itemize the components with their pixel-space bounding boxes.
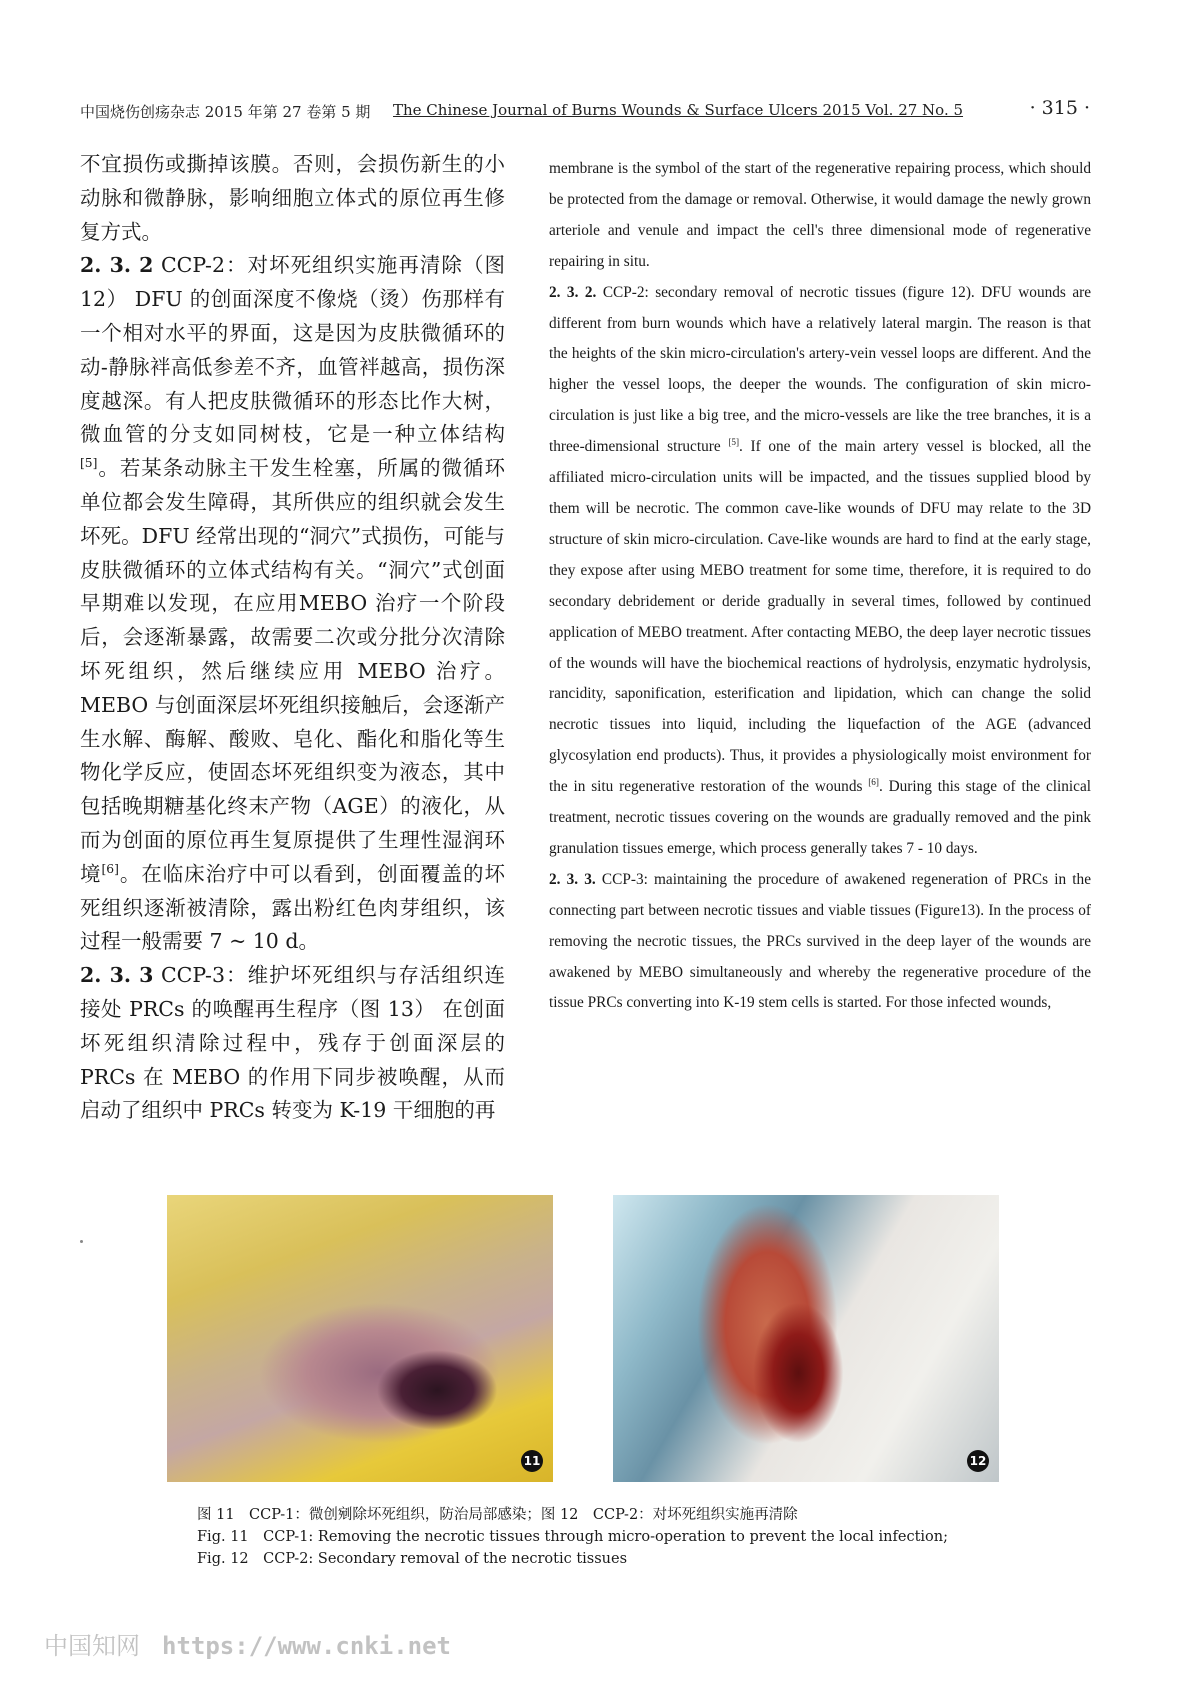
section-number: 2. 3. 2: [80, 253, 154, 278]
section-text: CCP-2：对坏死组织实施再清除（图 12） DFU 的创面深度不像烧（烫）伤那样有一个相对水平的界面，这是因为皮肤微循环的动-静脉袢高低参差不齐，血管袢越高，损伤深度越深。有人把皮肤微循环的形态比作大树，微血管的分支如同树枝，它是一种立体结构: [80, 253, 505, 447]
paragraph-continuation-en: membrane is the symbol of the start of the regenerative repairing process, which should be protected from the damage or removal. Otherwise, it would damage the newly grown arteriole and venule and impact the cell's three dimensional mode of regenerative repairing in situ.: [549, 160, 1091, 270]
citation-ref[interactable]: [6]: [868, 777, 879, 788]
section-number: 2. 3. 3: [80, 963, 154, 988]
running-header: [80, 97, 1090, 125]
section-number: 2. 3. 3.: [549, 870, 596, 888]
section-text: CCP-2: secondary removal of necrotic tissues (figure 12). DFU wounds are different from burn wounds which have a relatively lateral margin. The reason is that the heights of the skin micro-circulation's artery-vein vessel loops are different. And the higher the vessel loops, the deeper the wounds. The configuration of skin micro-circulation is just like a big tree, and the micro-vessels are like the tree branches, it is a three-dimensional structure: [549, 283, 1091, 456]
caption-en-fig12: Fig. 12 CCP-2: Secondary removal of the necrotic tissues: [197, 1551, 628, 1567]
section-text: CCP-3: maintaining the procedure of awakened regeneration of PRCs in the connecting part between necrotic tissues and viable tissues (Figure13). In the process of removing the necrotic tissues, the PRCs survived in the deep layer of the wounds are awakened by MEBO simultaneously and whereby the regenerative procedure of the tissue PRCs converting into K-19 stem cells is started. For those infected wounds,: [549, 870, 1091, 1012]
citation-ref[interactable]: [5]: [80, 456, 98, 471]
section-text: . During this stage of the clinical treatment, necrotic tissues covering on the wounds are gradually removed and the pink granulation tissues emerge, which process generally takes 7 - 10 days.: [549, 778, 1091, 857]
figure-caption: [197, 1504, 1047, 1570]
figure-number-badge: 12: [967, 1450, 989, 1472]
section-2-3-2-en: [549, 278, 1091, 865]
section-number: 2. 3. 2.: [549, 283, 597, 301]
journal-title-cn: 中国烧伤创疡杂志 2015 年第 27 卷第 5 期: [80, 103, 371, 121]
section-text: . If one of the main artery vessel is blocked, all the affiliated micro-circulation units will be impacted, and the tissues supplied blood by them will be necrotic. The common cave-like wounds of DFU may relate to the 3D structure of skin micro-circulation. Cave-like wounds are hard to find at the early stage, they expose after using MEBO treatment for some time, therefore, it is required to do secondary debridement or deride gradually in several times, followed by continued application of MEBO treatment. After contacting MEBO, the deep layer necrotic tissues of the wounds will have the biochemical reactions of hydrolysis, enzymatic hydrolysis, rancidity, saponification, esterification and lipidation, which can change the solid necrotic tissues into liquid, including the liquefaction of the AGE (advanced glycosylation end products). Thus, it provides a physiologically moist environment for the in situ regenerative restoration of the wounds: [549, 438, 1091, 796]
right-column-english: [549, 154, 1091, 1019]
caption-en-fig11: Fig. 11 CCP-1: Removing the necrotic tissues through micro-operation to prevent the local infection;: [197, 1529, 949, 1545]
citation-ref[interactable]: [6]: [101, 861, 119, 876]
caption-cn: 图 11 CCP-1：微创剜除坏死组织，防治局部感染；图 12 CCP-2：对坏死组织实施再清除: [197, 1507, 798, 1523]
section-text: CCP-3：维护坏死组织与存活组织连接处 PRCs 的唤醒再生程序（图 13） 在创面坏死组织清除过程中，残存于创面深层的 PRCs 在 MEBO 的作用下同步被唤醒，从而启动了组织中 PRCs 转变为 K-19 干细胞的再: [80, 963, 505, 1123]
section-text: 。在临床治疗中可以看到，创面覆盖的坏死组织逐渐被清除，露出粉红色肉芽组织，该过程一般需要 7 ~ 10 d。: [80, 861, 506, 954]
section-text: 。若某条动脉主干发生栓塞，所属的微循环单位都会发生障碍，其所供应的组织就会发生坏死。DFU 经常出现的“洞穴”式损伤，可能与皮肤微循环的立体式结构有关。“洞穴”式创面早期难以发现，在应用MEBO 治疗一个阶段后，会逐渐暴露，故需要二次或分批分次清除坏死组织，然后继续应用 MEBO 治疗。MEBO 与创面深层坏死组织接触后，会逐渐产生水解、酶解、酸败、皂化、酯化和脂化等生物化学反应，使固态坏死组织变为液态，其中包括晚期糖基化终末产物（AGE）的液化，从而为创面的原位再生复原提供了生理性湿润环境: [80, 456, 505, 886]
page-number: · 315 ·: [1029, 97, 1090, 119]
paragraph-continuation-cn: 不宜损伤或撕掉该膜。否则，会损伤新生的小动脉和微静脉，影响细胞立体式的原位再生修复方式。: [80, 152, 505, 244]
section-2-3-3-cn: [80, 959, 505, 1128]
watermark-cn: 中国知网: [44, 1632, 140, 1660]
figure-12-photo: [613, 1195, 999, 1482]
figure-11-photo: [167, 1195, 553, 1482]
cnki-watermark: [44, 1626, 451, 1661]
scan-artifact-dot: [80, 1240, 83, 1243]
watermark-url[interactable]: https://www.cnki.net: [162, 1632, 451, 1660]
section-2-3-2-cn: [80, 249, 505, 959]
section-2-3-3-en: [549, 865, 1091, 1020]
citation-ref[interactable]: [5]: [728, 437, 740, 448]
left-column-chinese: [80, 148, 505, 1128]
journal-title-en: The Chinese Journal of Burns Wounds & Surface Ulcers 2015 Vol. 27 No. 5: [393, 101, 964, 119]
figure-number-badge: 11: [521, 1450, 543, 1472]
